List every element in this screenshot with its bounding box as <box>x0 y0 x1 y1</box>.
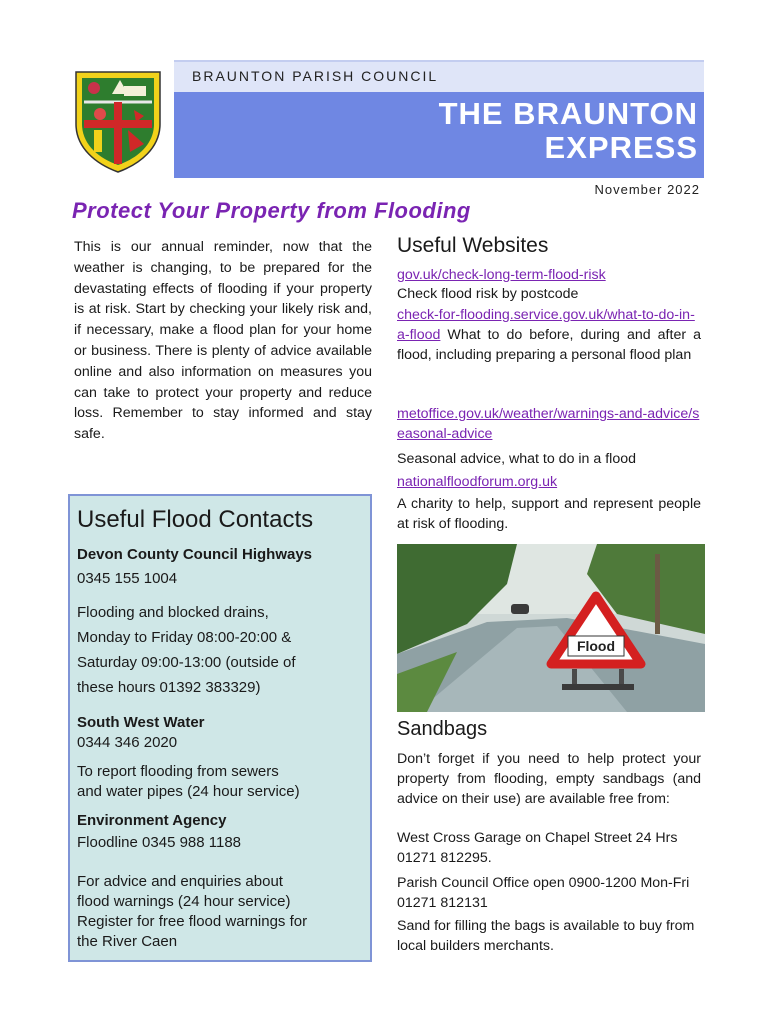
sandbags-title: Sandbags <box>397 718 488 740</box>
metoffice-link[interactable]: metoffice.gov.uk/weather/warnings-and-advice/seasonal-advice <box>397 406 700 442</box>
flood-forum-description: A charity to help, support and represent people at risk of flooding. <box>397 496 701 532</box>
flood-forum-link[interactable]: nationalfloodforum.org.uk <box>397 474 558 490</box>
sandbags-sand-note: Sand for filling the bags is available to buy from local builders merchants. <box>397 918 695 954</box>
environment-agency-note: Register for free flood warnings for <box>77 913 308 930</box>
devon-note-line: these hours 01392 383329) <box>77 679 261 696</box>
sandbags-location-council: Parish Council Office open 0900-1200 Mon-Fri 01271 812131 <box>397 875 690 911</box>
newsletter-title-line2: EXPRESS <box>544 130 698 165</box>
flood-contacts-title: Useful Flood Contacts <box>77 506 314 533</box>
south-west-water-note: To report flooding from sewers <box>77 763 279 780</box>
flood-risk-link[interactable]: gov.uk/check-long-term-flood-risk <box>397 267 606 283</box>
devon-note-line: Saturday 09:00-13:00 (outside of <box>77 654 296 671</box>
issue-date: November 2022 <box>594 182 700 197</box>
masthead-title-block <box>174 92 704 178</box>
flood-road-photo <box>397 544 705 712</box>
environment-agency-floodline: Floodline 0345 988 1188 <box>77 834 242 851</box>
flood-contacts-panel <box>68 494 372 962</box>
south-west-water-name: South West Water <box>77 714 205 731</box>
south-west-water-phone: 0344 346 2020 <box>77 734 178 751</box>
devon-highways-name: Devon County Council Highways <box>77 546 313 563</box>
website-entry <box>397 306 701 365</box>
what-to-do-description: What to do before, during and after a flood, including preparing a personal flood plan <box>397 326 701 363</box>
sandbags-location-garage: West Cross Garage on Chapel Street 24 Hrs 01271 812295. <box>397 830 678 866</box>
intro-paragraph: This is our annual reminder, now that the weather is changing, to be prepared for the devastating effects of flooding if your property is at risk. Start by checking your likely risk and, if necessary, make a flood plan for your home or business. There is plenty of advice available online and also information on measures you can take to protect your property and reduce loss. Remember to stay informed and stay safe. <box>74 239 372 443</box>
website-entry <box>397 473 701 493</box>
flood-risk-description: Check flood risk by postcode <box>397 286 579 302</box>
environment-agency-note: For advice and enquiries about <box>77 873 283 890</box>
parish-council-name: BRAUNTON PARISH COUNCIL <box>192 68 439 84</box>
website-entry <box>397 405 701 445</box>
sandbags-paragraph: Don’t forget if you need to help protect your property from flooding, empty sandbags (and advice on their use) are available free from: <box>397 751 701 807</box>
metoffice-description: Seasonal advice, what to do in a flood <box>397 451 636 467</box>
environment-agency-name: Environment Agency <box>77 812 227 829</box>
devon-note-line: Flooding and blocked drains, <box>77 604 269 621</box>
website-entry <box>397 266 701 286</box>
useful-websites-title: Useful Websites <box>397 234 549 257</box>
article-headline: Protect Your Property from Flooding <box>72 198 471 223</box>
devon-note-line: Monday to Friday 08:00-20:00 & <box>77 629 292 646</box>
parish-crest-logo <box>72 68 164 174</box>
newsletter-title-line1: THE BRAUNTON <box>438 96 698 131</box>
what-to-do-link[interactable]: check-for-flooding.service.gov.uk/what-to-do-in-a-flood <box>397 307 695 343</box>
masthead-top-bar <box>174 60 704 92</box>
environment-agency-note: flood warnings (24 hour service) <box>77 893 291 910</box>
flood-sign-text: Flood <box>576 638 616 654</box>
devon-highways-phone: 0345 155 1004 <box>77 570 178 587</box>
south-west-water-note: and water pipes (24 hour service) <box>77 783 300 800</box>
environment-agency-note: the River Caen <box>77 933 178 950</box>
